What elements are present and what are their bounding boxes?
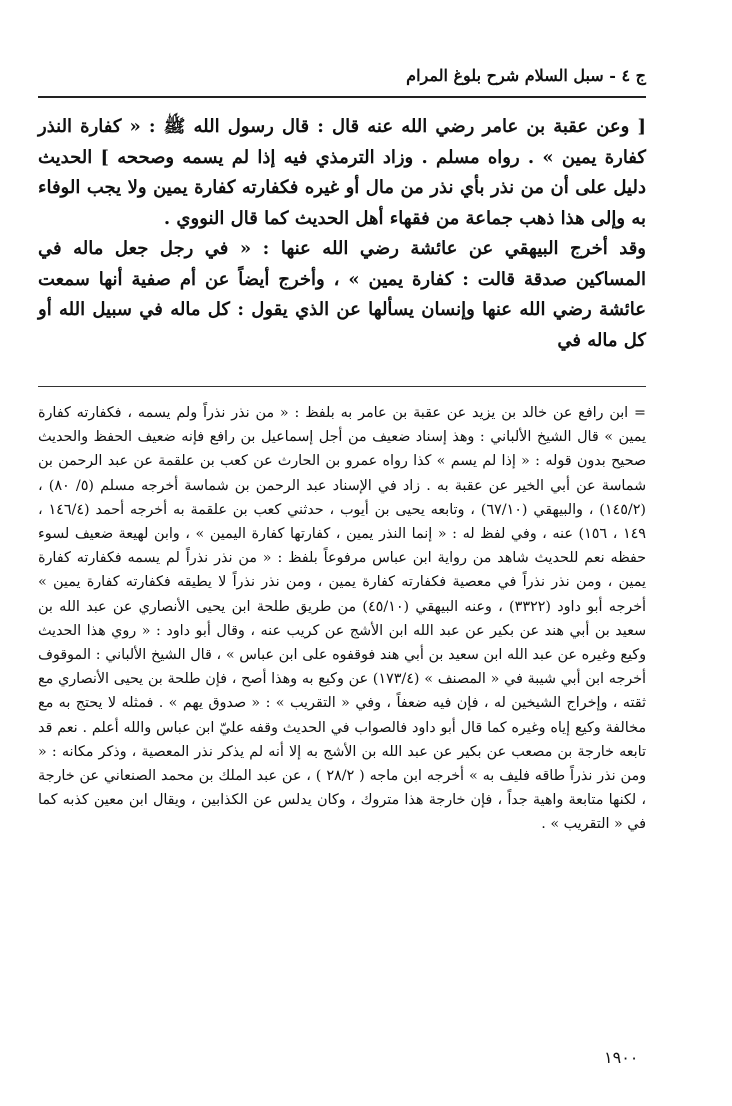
main-paragraph: [ وعن عقبة بن عامر رضي الله عنه قال : قال رسول الله ﷺ : « كفارة النذر كفارة يمين » . رواه مسلم . وزاد الترمذي فيه إذا لم يسمه وصححه ] الحديث دليل على أن من نذر بأي نذر من مال أو غيره فكفارته كفارة يمين ولا يجب الوفاء به وإلى هذا ذهب جماعة من فقهاء أهل الحديث كما قال النووي . (38, 116, 646, 229)
page-number: ١٩٠٠ (604, 1048, 639, 1067)
header-rule (38, 96, 646, 98)
document-page (38, 60, 646, 837)
main-text (38, 112, 646, 356)
footnote-text: = ابن رافع عن خالد بن يزيد عن عقبة بن عامر به بلفظ : « من نذر نذراً ولم يسمه ، فكفارته كفارة يمين » قال الشيخ الألباني : وهذ إسناد ضعيف من أجل إسماعيل بن رافع فإنه ضعيف الحفظ والحديث صحيح بدون قوله : « إذا لم يسم » كذا رواه عمرو بن الحارث عن كعب بن علقمة عن عبد الرحمن بن شماسة عن أبي الخير عن عقبة به . زاد في الإسناد عبد الرحمن بن شماسة أخرجه مسلم (٥/ ٨٠) ، (١٤٥/٢) ، والبيهقي (٦٧/١٠) ، وتابعه يحيى بن أيوب ، حدثني كعب بن علقمة به أخرجه أحمد (١٤٦/٤ ، ١٤٩ ، ١٥٦) عنه ، وفي لفظ له : « إنما النذر يمين ، كفارتها كفارة اليمين » ، وابن لهيعة ضعيف لسوء حفظه نعم للحديث شاهد من رواية ابن عباس مرفوعاً بلفظ : « من نذر نذراً لم يسمه فكفارته كفارة يمين ، ومن نذر نذراً في معصية فكفارته كفارة يمين ، ومن نذر نذراً لا يطيقه فكفارته كفارة يمين » أخرجه أبو داود (٣٣٢٢) ، وعنه البيهقي (٤٥/١٠) من طريق طلحة ابن يحيى الأنصاري عن عبد الله بن سعيد بن أبي هند عن بكير عن عبد الله ابن الأشج عن كريب عنه ، وقال أبو داود : « روي هذا الحديث وكيع وغيره عن عبد الله ابن سعيد بن أبي هند فوقفوه على ابن عباس » ، قال الشيخ الألباني : الموقوف أخرجه ابن أبي شيبة في « المصنف » (١٧٣/٤) عن وكيع به وهذا أصح ، فإن طلحة بن يحيى الأنصاري مع ثقته ، وإخراج الشيخين له ، فإن فيه ضعفاً ، وفي « التقريب » : « صدوق يهم » . فمثله لا يحتج به مع مخالفة وكيع إياه وغيره كما قال أبو داود فالصواب في الحديث وقفه عليّ ابن عباس والله أعلم . نعم قد تابعه خارجة بن مصعب عن بكير عن عبد الله بن الأشج به إلا أنه لم يذكر نذر المعصية ، وذكر مكانه : « ومن نذر نذراً طاقه فليف به » أخرجه ابن ماجه ( ٢٨/٢ ) ، عن عبد الملك بن محمد الصنعاني عن خارجة ، لكنها متابعة واهية جداً ، فإن خارجة هذا متروك ، وكان يدلس عن الكذابين ، ويقال ابن معين كذبه كما في « التقريب » . (38, 405, 647, 833)
running-header: ج ٤ - سبل السلام شرح بلوغ المرام (406, 66, 646, 85)
footnote (38, 401, 646, 837)
footnote-separator (38, 386, 646, 387)
main-paragraph: وقد أخرج البيهقي عن عائشة رضي الله عنها : « في رجل جعل ماله في المساكين صدقة قالت : كفارة يمين » ، وأخرج أيضاً عن أم صفية أنها سمعت عائشة رضي الله عنها وإنسان يسألها عن الذي يقول : كل ماله في سبيل الله أو كل ماله في (38, 238, 646, 351)
